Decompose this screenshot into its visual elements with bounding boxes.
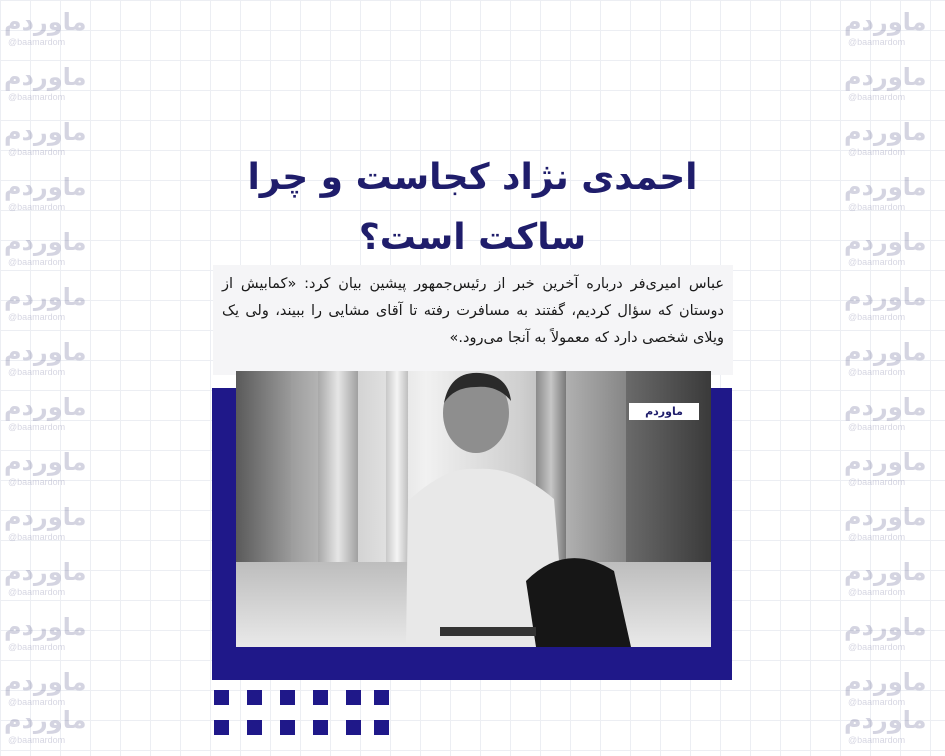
watermark-handle: @baamardom xyxy=(848,37,906,47)
watermark-handle: @baamardom xyxy=(848,532,906,542)
watermark-logo: ماوردم xyxy=(844,8,927,36)
watermark-handle: @baamardom xyxy=(848,147,906,157)
watermark-handle: @baamardom xyxy=(8,477,66,487)
watermark-logo: ماوردم xyxy=(4,558,87,586)
watermark-logo: ماوردم xyxy=(4,283,87,311)
watermark-handle: @baamardom xyxy=(848,422,906,432)
watermark-logo: ماوردم xyxy=(844,118,927,146)
watermark-item xyxy=(4,393,104,443)
watermark-item xyxy=(4,283,104,333)
watermark-handle: @baamardom xyxy=(8,532,66,542)
quote-box xyxy=(213,265,733,375)
dot xyxy=(313,690,328,705)
watermark-item xyxy=(844,613,944,663)
watermark-item xyxy=(844,283,944,333)
dot xyxy=(280,690,295,705)
watermark-logo: ماوردم xyxy=(844,558,927,586)
watermark-handle: @baamardom xyxy=(8,257,66,267)
headline: احمدی نژاد کجاست و چرا ساکت است؟ xyxy=(247,157,698,258)
watermark-item xyxy=(844,706,944,756)
watermark-logo: ماوردم xyxy=(844,668,927,696)
watermark-item xyxy=(844,8,944,58)
watermark-logo: ماوردم xyxy=(844,448,927,476)
watermark-item xyxy=(4,173,104,223)
watermark-column-left xyxy=(0,0,105,756)
watermark-logo: ماوردم xyxy=(4,613,87,641)
watermark-handle: @baamardom xyxy=(848,697,906,707)
watermark-item xyxy=(4,503,104,553)
watermark-logo: ماوردم xyxy=(4,63,87,91)
watermark-logo: ماوردم xyxy=(844,706,927,734)
watermark-handle: @baamardom xyxy=(848,92,906,102)
watermark-handle: @baamardom xyxy=(848,735,906,745)
watermark-item xyxy=(844,448,944,498)
watermark-logo: ماوردم xyxy=(4,706,87,734)
watermark-item xyxy=(4,118,104,168)
watermark-handle: @baamardom xyxy=(8,587,66,597)
dot xyxy=(214,690,229,705)
watermark-item xyxy=(844,338,944,388)
watermark-logo: ماوردم xyxy=(844,393,927,421)
watermark-item xyxy=(4,558,104,608)
watermark-handle: @baamardom xyxy=(8,312,66,322)
watermark-handle: @baamardom xyxy=(8,735,66,745)
watermark-handle: @baamardom xyxy=(8,422,66,432)
watermark-handle: @baamardom xyxy=(8,92,66,102)
watermark-item xyxy=(844,118,944,168)
dot xyxy=(280,720,295,735)
watermark-logo: ماوردم xyxy=(4,448,87,476)
watermark-handle: @baamardom xyxy=(8,642,66,652)
dot xyxy=(313,720,328,735)
watermark-item xyxy=(4,706,104,756)
watermark-logo: ماوردم xyxy=(4,228,87,256)
watermark-handle: @baamardom xyxy=(848,257,906,267)
watermark-logo: ماوردم xyxy=(844,338,927,366)
watermark-handle: @baamardom xyxy=(8,202,66,212)
watermark-handle: @baamardom xyxy=(848,202,906,212)
dot xyxy=(374,690,389,705)
news-photo xyxy=(236,371,711,647)
watermark-item xyxy=(844,558,944,608)
watermark-logo: ماوردم xyxy=(844,503,927,531)
watermark-column-right xyxy=(840,0,945,756)
watermark-logo: ماوردم xyxy=(4,8,87,36)
watermark-item xyxy=(844,228,944,278)
watermark-logo: ماوردم xyxy=(4,503,87,531)
watermark-item xyxy=(4,8,104,58)
watermark-handle: @baamardom xyxy=(848,477,906,487)
person-belt xyxy=(440,627,536,636)
watermark-logo: ماوردم xyxy=(4,118,87,146)
watermark-item xyxy=(4,228,104,278)
watermark-handle: @baamardom xyxy=(848,312,906,322)
watermark-item xyxy=(844,173,944,223)
dot xyxy=(346,720,361,735)
watermark-item xyxy=(4,63,104,113)
watermark-handle: @baamardom xyxy=(8,37,66,47)
watermark-handle: @baamardom xyxy=(8,147,66,157)
watermark-item xyxy=(844,503,944,553)
watermark-handle: @baamardom xyxy=(848,642,906,652)
watermark-handle: @baamardom xyxy=(848,367,906,377)
watermark-logo: ماوردم xyxy=(4,173,87,201)
watermark-item xyxy=(4,338,104,388)
watermark-handle: @baamardom xyxy=(848,587,906,597)
watermark-logo: ماوردم xyxy=(4,393,87,421)
watermark-logo: ماوردم xyxy=(844,173,927,201)
watermark-item xyxy=(844,63,944,113)
dot xyxy=(247,720,262,735)
dots-decoration xyxy=(214,690,394,740)
watermark-item xyxy=(4,448,104,498)
dot xyxy=(247,690,262,705)
photo-logo: ماوردم xyxy=(629,403,699,420)
quote-text: عباس امیری‌فر درباره آخرین خبر از رئیس‌جمهور پیشین بیان کرد: «کمابیش از دوستان که سؤال کردیم، گفتند به مسافرت رفته تا آقای مشایی را ببیند، ولی یک ویلای شخصی دارد که معمولاً به آنجا می‌رود.» xyxy=(222,276,724,346)
watermark-logo: ماوردم xyxy=(4,668,87,696)
dot xyxy=(374,720,389,735)
watermark-logo: ماوردم xyxy=(844,283,927,311)
watermark-logo: ماوردم xyxy=(844,228,927,256)
watermark-item xyxy=(844,393,944,443)
dot xyxy=(214,720,229,735)
watermark-handle: @baamardom xyxy=(8,697,66,707)
watermark-logo: ماوردم xyxy=(844,613,927,641)
watermark-item xyxy=(4,613,104,663)
person-jacket xyxy=(526,558,631,647)
watermark-handle: @baamardom xyxy=(8,367,66,377)
dot xyxy=(346,690,361,705)
watermark-logo: ماوردم xyxy=(844,63,927,91)
watermark-logo: ماوردم xyxy=(4,338,87,366)
